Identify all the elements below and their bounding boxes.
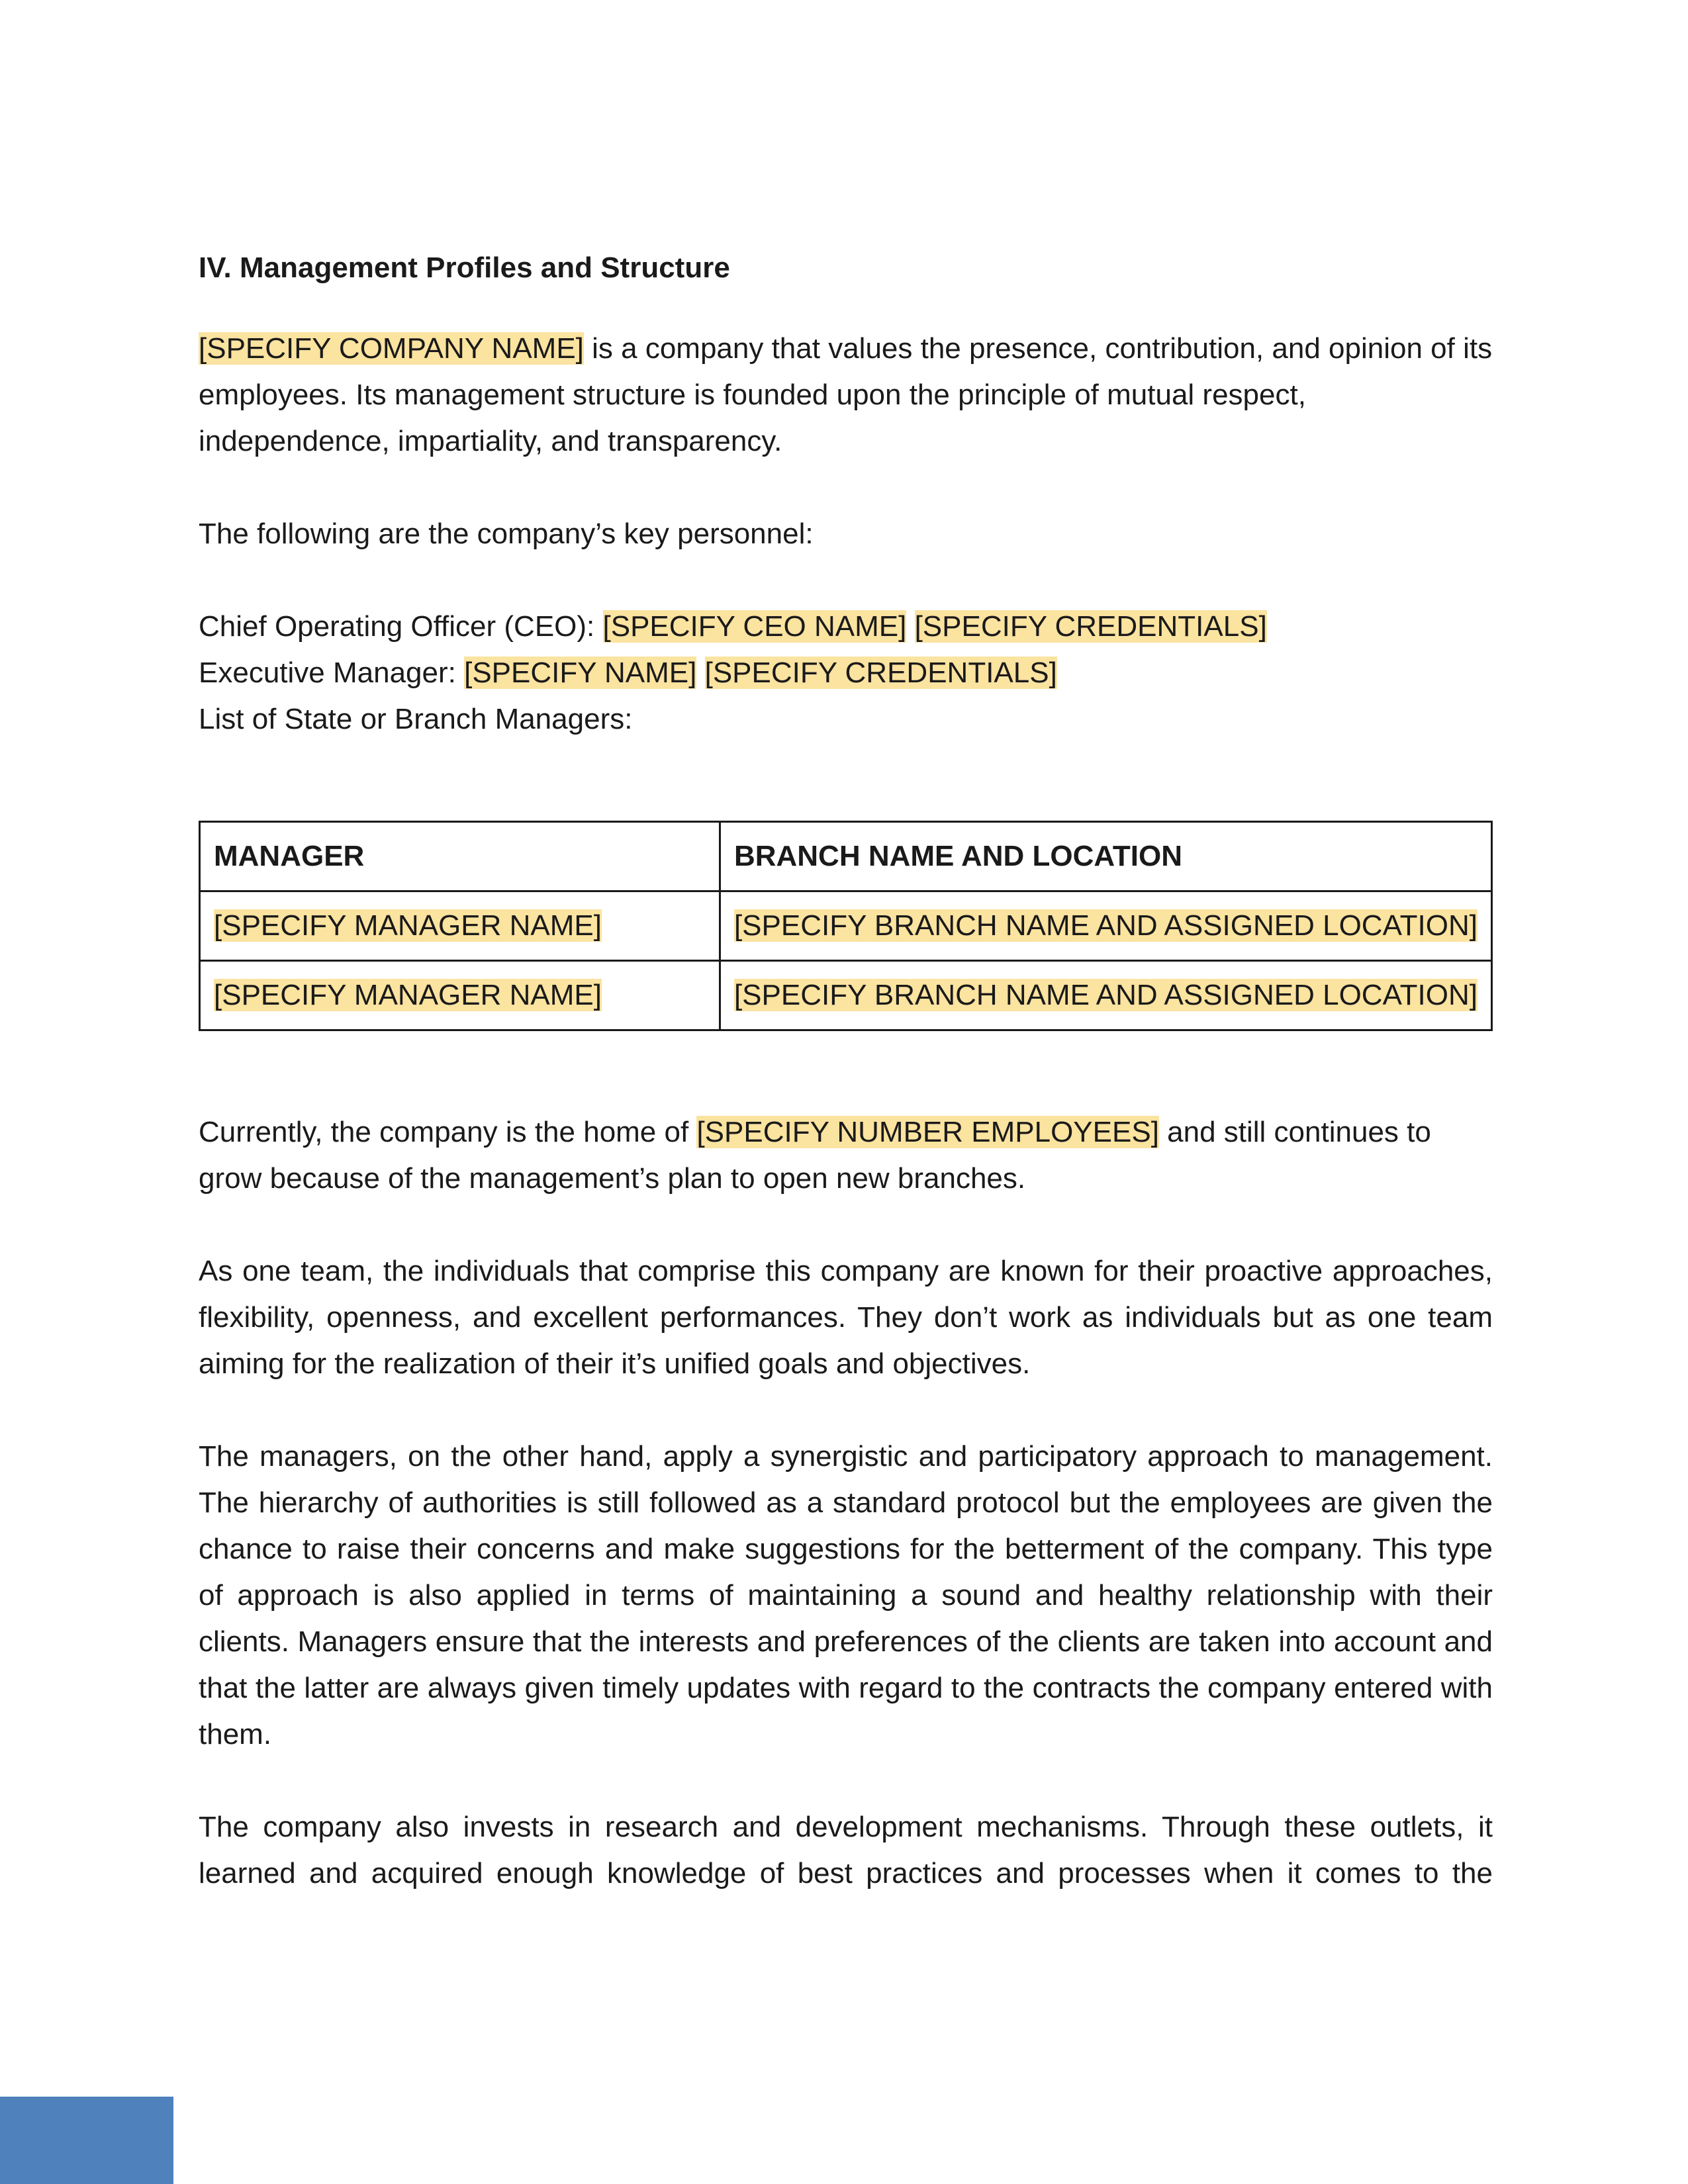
branch-managers-label: List of State or Branch Managers: (199, 703, 633, 735)
header-manager: MANAGER (200, 822, 720, 891)
ceo-label: Chief Operating Officer (CEO): (199, 610, 603, 643)
employees-number-placeholder: [SPECIFY NUMBER EMPLOYEES] (696, 1116, 1159, 1148)
executive-manager-line (199, 650, 1493, 696)
manager-cell (200, 891, 720, 961)
ceo-line (199, 604, 1493, 650)
table-row (200, 961, 1492, 1030)
manager-cell (200, 961, 720, 1030)
personnel-list (199, 604, 1493, 743)
manager-name-placeholder: [SPECIFY MANAGER NAME] (214, 979, 602, 1011)
intro-paragraph (199, 326, 1493, 465)
table-header-row (200, 822, 1492, 891)
table-row (200, 891, 1492, 961)
exec-label: Executive Manager: (199, 657, 465, 689)
branch-cell (720, 891, 1491, 961)
key-personnel-intro: The following are the company’s key personnel: (199, 518, 814, 550)
ceo-credentials-placeholder: [SPECIFY CREDENTIALS] (914, 610, 1267, 643)
branch-placeholder: [SPECIFY BRANCH NAME AND ASSIGNED LOCATION] (733, 979, 1477, 1011)
research-paragraph: The company also invests in research and development mechanisms. Through these outlets, it learned and acquired enough knowledge of best practices and processes when it comes to the (199, 1811, 1493, 1889)
intro-text: is a company that values the presence, contribution, and opinion of its employees. Its management structure is founded upon the principle of mutual respect, independence, impartiality, and transparency. (199, 332, 1493, 457)
branch-placeholder: [SPECIFY BRANCH NAME AND ASSIGNED LOCATION] (733, 909, 1477, 942)
exec-name-placeholder: [SPECIFY NAME] (464, 657, 697, 689)
branch-cell (720, 961, 1491, 1030)
employees-before: Currently, the company is the home of (199, 1116, 697, 1148)
section-heading: IV. Management Profiles and Structure (199, 251, 730, 284)
employees-paragraph (199, 1109, 1493, 1202)
ceo-name-placeholder: [SPECIFY CEO NAME] (602, 610, 907, 643)
team-paragraph: As one team, the individuals that comprise this company are known for their proactive approaches, flexibility, openness, and excellent performances. They don’t work as individuals but as one team aiming for the realization of their it’s unified goals and objectives. (199, 1255, 1493, 1380)
employees-after: and still continues to grow because of the management’s plan to open new branches. (199, 1116, 1431, 1195)
branch-managers-table (199, 821, 1493, 1031)
company-name-placeholder: [SPECIFY COMPANY NAME] (199, 332, 584, 365)
header-branch: BRANCH NAME AND LOCATION (720, 822, 1491, 891)
manager-name-placeholder: [SPECIFY MANAGER NAME] (214, 909, 602, 942)
managers-paragraph: The managers, on the other hand, apply a synergistic and participatory approach to management. The hierarchy of authorities is still followed as a standard protocol but the employees are given the chance to raise their concerns and make suggestions for the betterment of the company. This type of approach is also applied in terms of maintaining a sound and healthy relationship with their clients. Managers ensure that the interests and preferences of the clients are taken into account and that the latter are always given timely updates with regard to the contracts the company entered with them. (199, 1440, 1493, 1751)
document-page (199, 245, 1493, 1943)
footer-accent-block (0, 2097, 173, 2184)
exec-credentials-placeholder: [SPECIFY CREDENTIALS] (704, 657, 1057, 689)
